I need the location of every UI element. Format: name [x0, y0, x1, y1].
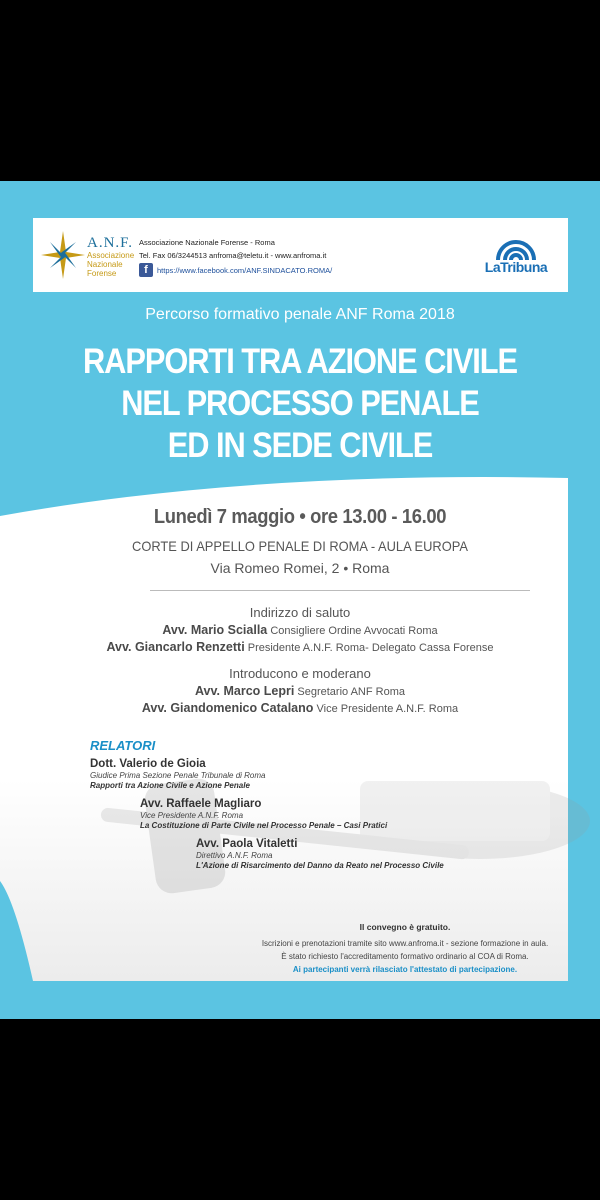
event-poster — [0, 181, 600, 1019]
org-name: Associazione Nazionale Forense - Roma — [139, 238, 275, 247]
speaker-entry — [140, 798, 600, 830]
accreditation-info: È stato richiesto l'accreditamento formativo ordinario al COA di Roma. — [281, 952, 529, 961]
moderator-person — [0, 684, 600, 698]
moderators-section — [0, 666, 600, 715]
arches-icon — [496, 236, 536, 260]
person-role: Presidente A.N.F. Roma- Delegato Cassa Forense — [247, 642, 494, 654]
certificate-notice: Ai partecipanti verrà rilasciato l'attestato di partecipazione. — [292, 965, 518, 974]
header-bar — [33, 218, 568, 292]
anf-sub-2: Nazionale — [87, 260, 123, 269]
anf-sub-1: Associazione — [87, 251, 135, 260]
registration-info: Iscrizioni e prenotazioni tramite sito www.anfroma.it - sezione formazione in aula. — [261, 939, 549, 948]
speaker-role: Direttivo A.N.F. Roma — [196, 851, 273, 860]
title-line-1: RAPPORTI TRA AZIONE CIVILE — [82, 342, 517, 381]
event-title — [36, 341, 564, 467]
latribuna-logo — [476, 236, 556, 280]
contacts: Tel. Fax 06/3244513 anfroma@teletu.it - www.anfroma.it — [139, 251, 327, 260]
divider — [150, 590, 530, 591]
compass-star-icon — [41, 228, 85, 282]
speaker-role: Vice Presidente A.N.F. Roma — [140, 811, 244, 820]
free-notice: Il convegno è gratuito. — [359, 922, 451, 932]
person-name: Avv. Giancarlo Renzetti — [106, 640, 245, 654]
person-role: Consigliere Ordine Avvocati Roma — [270, 625, 438, 637]
title-line-2: NEL PROCESSO PENALE — [121, 384, 479, 423]
speakers-heading: RELATORI — [90, 738, 156, 753]
anf-abbr: A.N.F. — [87, 235, 134, 251]
title-line-3: ED IN SEDE CIVILE — [167, 426, 433, 465]
moderators-heading: Introducono e moderano — [229, 666, 371, 681]
speaker-topic: L'Azione di Risarcimento del Danno da Reato nel Processo Civile — [196, 861, 444, 870]
course-subtitle: Percorso formativo penale ANF Roma 2018 — [145, 306, 455, 323]
anf-contact-info — [139, 236, 332, 277]
speaker-role: Giudice Prima Sezione Penale Tribunale di Roma — [90, 771, 266, 780]
event-details — [0, 506, 600, 576]
person-name: Avv. Giandomenico Catalano — [141, 701, 314, 715]
speaker-name: Dott. Valerio de Gioia — [90, 758, 206, 770]
event-place: CORTE DI APPELLO PENALE DI ROMA - AULA EUROPA — [132, 538, 468, 554]
speaker-name: Avv. Raffaele Magliaro — [140, 798, 262, 810]
anf-logo-text — [87, 236, 147, 278]
speaker-name: Avv. Paola Vitaletti — [196, 838, 298, 850]
speaker-entry — [90, 758, 570, 790]
event-address: Via Romeo Romei, 2 • Roma — [210, 560, 390, 576]
speaker-topic: Rapporti tra Azione Civile e Azione Penale — [90, 781, 250, 790]
greeting-person — [0, 623, 600, 637]
greeting-person — [0, 640, 600, 654]
person-role: Vice Presidente A.N.F. Roma — [316, 703, 459, 715]
latribuna-name: LaTribuna — [484, 259, 548, 275]
anf-sub-3: Forense — [87, 269, 117, 278]
facebook-icon: f — [139, 263, 153, 277]
person-name: Avv. Marco Lepri — [194, 684, 295, 698]
greeting-section — [0, 605, 600, 654]
speaker-topic: La Costituzione di Parte Civile nel Processo Penale – Casi Pratici — [140, 821, 388, 830]
speaker-entry — [196, 838, 600, 870]
facebook-row — [139, 263, 332, 277]
person-role: Segretario ANF Roma — [297, 686, 405, 698]
speakers-section — [90, 738, 570, 878]
facebook-link[interactable]: https://www.facebook.com/ANF.SINDACATO.ROMA/ — [157, 265, 333, 275]
moderator-person — [0, 701, 600, 715]
event-date-time: Lunedì 7 maggio • ore 13.00 - 16.00 — [153, 506, 447, 528]
person-name: Avv. Mario Scialla — [162, 623, 268, 637]
footer-notes — [250, 921, 560, 976]
greeting-heading: Indirizzo di saluto — [249, 605, 351, 620]
